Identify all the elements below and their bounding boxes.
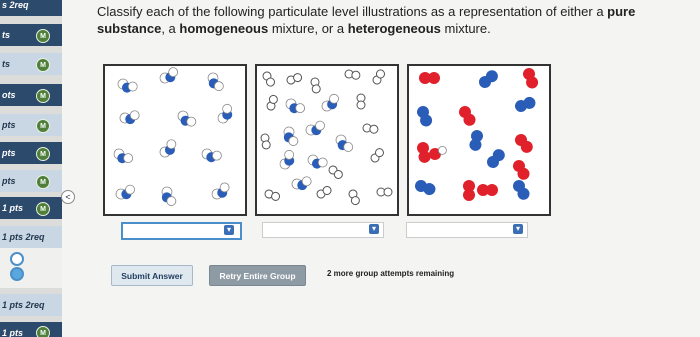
question-sidebar bbox=[0, 0, 62, 337]
mastery-badge-icon: M bbox=[36, 326, 50, 337]
red-diatomic bbox=[513, 132, 536, 156]
attempts-remaining-text: 2 more group attempts remaining bbox=[327, 269, 455, 278]
white-diatomic bbox=[369, 147, 385, 164]
white-diatomic bbox=[266, 94, 279, 111]
white-diatomic bbox=[310, 77, 320, 93]
white-diatomic bbox=[357, 94, 365, 109]
red-diatomic bbox=[457, 104, 478, 128]
sidebar-item-label: pts bbox=[2, 176, 16, 186]
molecule bbox=[200, 147, 222, 164]
red-diatomic bbox=[419, 72, 440, 84]
molecule bbox=[291, 176, 312, 192]
illustration-panel-1 bbox=[103, 64, 247, 216]
particle-illustration-1 bbox=[105, 66, 245, 214]
question-text bbox=[97, 3, 677, 37]
mastery-badge-icon: M bbox=[36, 58, 50, 72]
white-diatomic bbox=[377, 188, 392, 196]
mastery-badge-icon: M bbox=[36, 202, 50, 216]
sidebar-item-1[interactable] bbox=[0, 24, 62, 46]
answer-select-3[interactable] bbox=[406, 222, 528, 238]
molecule bbox=[332, 133, 354, 156]
blue-diatomic bbox=[485, 147, 508, 171]
term-pure-substance: pure substance bbox=[97, 4, 636, 36]
molecule bbox=[175, 109, 198, 131]
mastery-badge-icon: M bbox=[36, 89, 50, 103]
sidebar-item-2[interactable] bbox=[0, 53, 62, 75]
sidebar-item-label: 1 pts bbox=[2, 328, 24, 337]
answer-select-2[interactable] bbox=[262, 222, 384, 238]
white-diatomic bbox=[286, 72, 303, 85]
molecule bbox=[204, 71, 225, 94]
molecule bbox=[116, 77, 139, 95]
mastery-badge-icon: M bbox=[36, 147, 50, 161]
molecule bbox=[114, 184, 137, 202]
white-diatomic bbox=[327, 164, 344, 180]
sidebar-item-0[interactable] bbox=[0, 0, 62, 16]
sidebar-item-label: s 2req bbox=[2, 0, 29, 10]
molecule bbox=[278, 149, 299, 172]
question-suffix: mixture. bbox=[440, 21, 491, 36]
white-diatomic bbox=[262, 71, 276, 88]
illustration-panel-3 bbox=[407, 64, 551, 216]
term-heterogeneous: heterogeneous bbox=[347, 21, 441, 36]
white-diatomic bbox=[372, 68, 386, 85]
blue-diatomic bbox=[415, 104, 433, 128]
collapse-sidebar-icon[interactable]: < bbox=[61, 190, 75, 204]
white-diatomic bbox=[348, 189, 361, 206]
part-radio-1[interactable] bbox=[10, 252, 24, 266]
sidebar-item-6[interactable] bbox=[0, 170, 62, 192]
part-radio-2[interactable] bbox=[10, 267, 24, 281]
sidebar-item-label: ts bbox=[2, 59, 11, 69]
question-mid2: mixture, or a bbox=[268, 21, 348, 36]
red-diatomic bbox=[416, 141, 431, 164]
white-diatomic bbox=[362, 123, 378, 133]
submit-answer-button[interactable]: Submit Answer bbox=[111, 265, 193, 286]
red-diatomic bbox=[477, 184, 498, 196]
red-diatomic bbox=[521, 66, 539, 90]
dropdown-arrow-icon[interactable]: ▾ bbox=[369, 224, 379, 234]
retry-entire-group-button[interactable]: Retry Entire Group bbox=[209, 265, 306, 286]
sidebar-item-4[interactable] bbox=[0, 114, 62, 136]
white-diatomic bbox=[260, 133, 270, 149]
sidebar-item-label: 1 pts 2req bbox=[2, 232, 45, 242]
blue-diatomic bbox=[413, 178, 437, 196]
molecule bbox=[158, 138, 181, 161]
dropdown-arrow-icon[interactable]: ▾ bbox=[513, 224, 523, 234]
sidebar-item-label: 1 pts 2req bbox=[2, 300, 45, 310]
sidebar-item-9[interactable] bbox=[0, 294, 62, 316]
molecule bbox=[304, 120, 327, 138]
mastery-badge-icon: M bbox=[36, 175, 50, 189]
question-prefix: Classify each of the following particulate level illustrations as a representation of either a bbox=[97, 4, 608, 19]
sidebar-item-8[interactable] bbox=[0, 226, 62, 248]
sidebar-item-7[interactable] bbox=[0, 197, 62, 219]
white-diatomic bbox=[316, 185, 333, 199]
molecule bbox=[216, 103, 237, 126]
red-diatomic bbox=[463, 180, 475, 201]
molecule bbox=[283, 97, 306, 118]
red-diatomic bbox=[511, 158, 532, 182]
molecule bbox=[306, 153, 329, 171]
illustration-panel-2 bbox=[255, 64, 399, 216]
mastery-badge-icon: M bbox=[36, 119, 50, 133]
sidebar-item-label: ots bbox=[2, 90, 16, 100]
sidebar-item-label: ts bbox=[2, 30, 11, 40]
white-diatomic bbox=[264, 189, 281, 202]
sidebar-item-label: pts bbox=[2, 120, 16, 130]
mastery-badge-icon: M bbox=[36, 29, 50, 43]
molecule bbox=[158, 66, 181, 87]
blue-diatomic bbox=[468, 129, 483, 152]
blue-diatomic bbox=[511, 178, 532, 202]
illustration-panels bbox=[103, 64, 548, 214]
particle-illustration-3 bbox=[409, 66, 549, 214]
sidebar-item-label: pts bbox=[2, 148, 16, 158]
molecule bbox=[111, 147, 134, 168]
molecule bbox=[119, 110, 140, 126]
molecule bbox=[281, 125, 299, 148]
question-mid1: , a bbox=[161, 21, 180, 36]
sidebar-item-3[interactable] bbox=[0, 84, 62, 106]
blue-diatomic bbox=[477, 68, 501, 91]
blue-diatomic bbox=[513, 95, 537, 113]
white-diatomic bbox=[344, 69, 360, 79]
molecule bbox=[210, 181, 233, 202]
sidebar-item-label: 1 pts bbox=[2, 203, 24, 213]
molecule bbox=[320, 92, 343, 114]
term-homogeneous: homogeneous bbox=[179, 21, 269, 36]
current-question-parts bbox=[0, 248, 62, 288]
molecule bbox=[159, 185, 177, 208]
sidebar-item-5[interactable] bbox=[0, 142, 62, 164]
particle-illustration-2 bbox=[257, 66, 397, 214]
dropdown-arrow-icon[interactable]: ▾ bbox=[224, 225, 234, 235]
sidebar-item-10[interactable] bbox=[0, 322, 62, 337]
